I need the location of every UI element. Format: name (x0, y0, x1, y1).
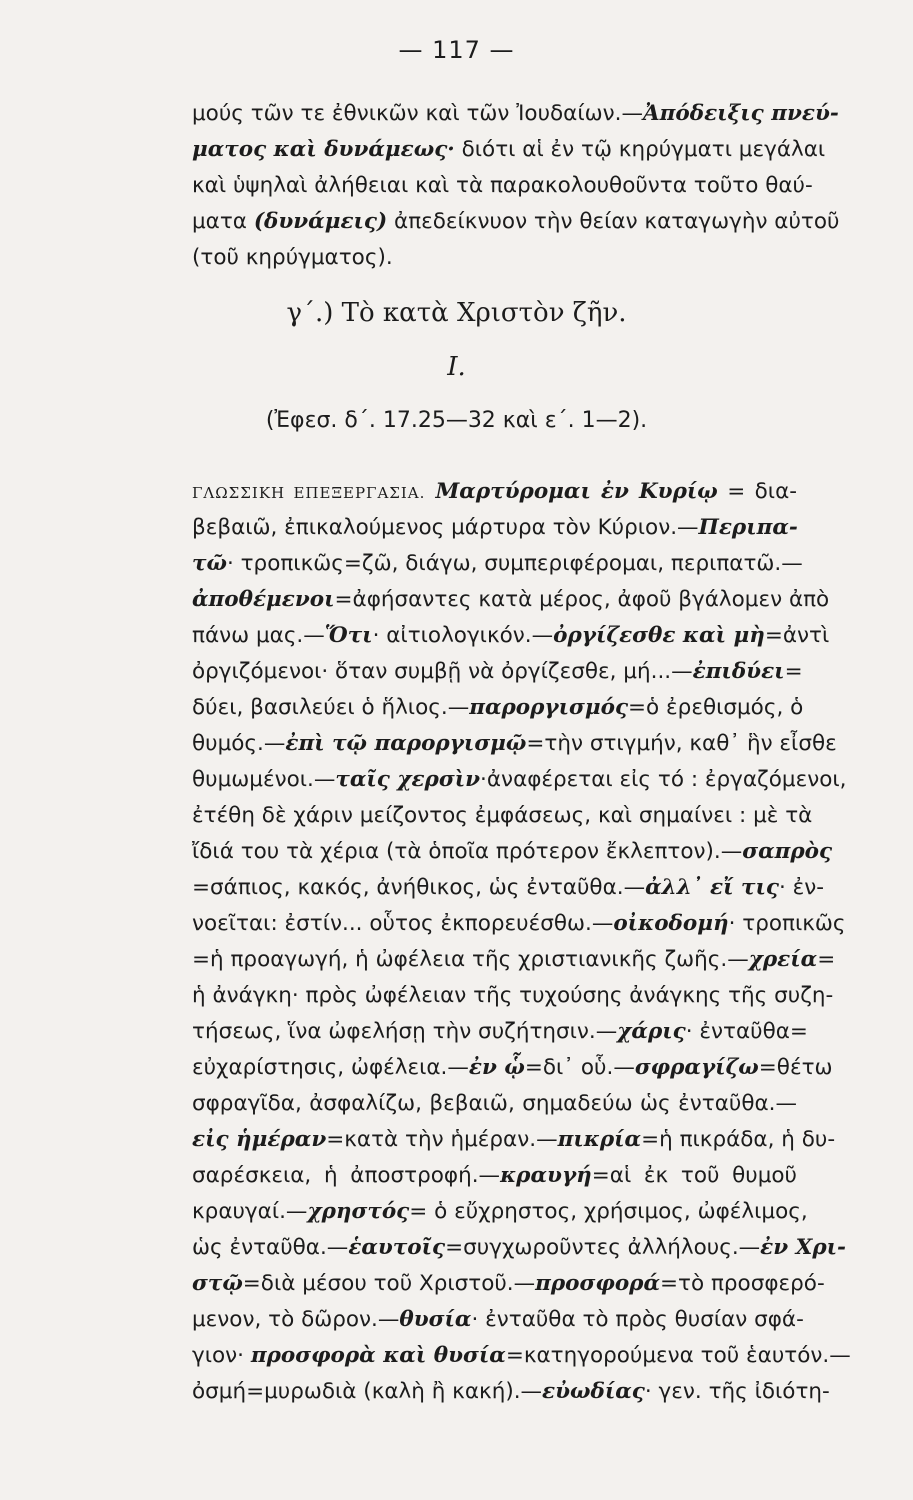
section-title: γ΄.) Τὸ κατὰ Χριστὸν ζῆν. (286, 298, 627, 328)
text-line: σαρέσκεια, ἡ ἀποστροφή.—κραυγή=αἱ ἐκ τοῦ θυμοῦ (192, 1163, 797, 1188)
text-line: σφραγῖδα, ἀσφαλίζω, βεβαιῶ, σημαδεύω ὡς ἐνταῦθα.— (192, 1091, 797, 1116)
text-line: πάνω μας.—Ὅτι· αἰτιολογικόν.—ὀργίζεσθε καὶ μὴ=ἀντὶ (192, 623, 830, 648)
text-line: (τοῦ κηρύγματος). (192, 245, 393, 270)
text-line: τῶ· τροπικῶς=ζῶ, διάγω, συμπεριφέρομαι, περιπατῶ.— (192, 551, 803, 576)
text-line: κραυγαί.—χρηστός= ὁ εὔχρηστος, χρήσιμος, ὠφέλιμος, (192, 1199, 808, 1224)
text-line: ἐτέθη δὲ χάριν μείζοντος ἐμφάσεως, καὶ σημαίνει : μὲ τὰ (192, 803, 813, 828)
text-line: =σάπιος, κακός, ἀνήθικος, ὡς ἐνταῦθα.—ἀλλ᾽ εἴ τις· ἐν- (192, 875, 825, 900)
text-line: μενον, τὸ δῶρον.—θυσία· ἐνταῦθα τὸ πρὸς θυσίαν σφά- (192, 1307, 804, 1332)
page-number: — 117 — (398, 36, 515, 64)
text-line: τήσεως, ἵνα ὠφελήσῃ τὴν συζήτησιν.—χάρις· ἐνταῦθα= (192, 1019, 808, 1044)
text-line: θυμωμένοι.—ταῖς χερσὶν·ἀναφέρεται εἰς τό : ἐργαζόμενοι, (192, 767, 847, 792)
section-reference: (Ἐφεσ. δ΄. 17.25—32 καὶ ε΄. 1—2). (265, 408, 648, 433)
text-line: ἀποθέμενοι=ἀφήσαντες κατὰ μέρος, ἀφοῦ βγάλομεν ἀπὸ (192, 587, 830, 612)
section-number: Ι. (447, 352, 466, 382)
text-line: εὐχαρίστησις, ὠφέλεια.—ἐν ᾧ=δι᾽ οὗ.—σφραγίζω=θέτω (192, 1055, 833, 1080)
text-line: νοεῖται: ἐστίν... οὗτος ἐκπορευέσθω.—οἰκοδομή· τροπικῶς (192, 911, 846, 936)
text-line: ἴδιά του τὰ χέρια (τὰ ὁποῖα πρότερον ἔκλεπτον).—σαπρὸς (192, 839, 833, 864)
text-line: γιον· προσφορὰ καὶ θυσία=κατηγορούμενα τοῦ ἑαυτόν.— (192, 1343, 851, 1368)
text-line: ματα (δυνάμεις) ἀπεδείκνυον τὴν θείαν καταγωγὴν αὐτοῦ (192, 209, 840, 234)
text-line: εἰς ἡμέραν=κατὰ τὴν ἡμέραν.—πικρία=ἡ πικράδα, ἡ δυ- (192, 1127, 836, 1152)
text-line: ΓΛΩΣΣΙΚΗ ΕΠΕΞΕΡΓΑΣΙΑ. Μαρτύρομαι ἐν Κυρίῳ = δια- (192, 479, 798, 504)
text-line: ἡ ἀνάγκη· πρὸς ὠφέλειαν τῆς τυχούσης ἀνάγκης τῆς συζη- (192, 983, 834, 1008)
text-line: ὡς ἐνταῦθα.—ἑαυτοῖς=συγχωροῦντες ἀλλήλους.—ἐν Χρι- (192, 1235, 846, 1260)
text-line: ὀργιζόμενοι· ὅταν συμβῇ νὰ ὀργίζεσθε, μή...—ἐπιδύει= (192, 659, 803, 684)
text-line: ὀσμή=μυρωδιὰ (καλὴ ἢ κακή).—εὐωδίας· γεν. τῆς ἰδιότη- (192, 1379, 830, 1404)
text-line: βεβαιῶ, ἐπικαλούμενος μάρτυρα τὸν Κύριον.—Περιπα- (192, 515, 798, 540)
text-line: στῷ=διὰ μέσου τοῦ Χριστοῦ.—προσφορά=τὸ προσφερό- (192, 1271, 825, 1296)
text-line: μούς τῶν τε ἐθνικῶν καὶ τῶν Ἰουδαίων.—Ἀπόδειξις πνεύ- (192, 101, 839, 126)
text-line: θυμός.—ἐπὶ τῷ παροργισμῷ=τὴν στιγμήν, καθ᾽ ἣν εἶσθε (192, 731, 837, 756)
text-line: =ἡ προαγωγή, ἡ ὠφέλεια τῆς χριστιανικῆς ζωῆς.—χρεία= (192, 947, 836, 972)
text-line: δύει, βασιλεύει ὁ ἥλιος.—παροργισμός=ὁ ἐρεθισμός, ὁ (192, 695, 804, 720)
text-line: καὶ ὑψηλαὶ ἀλήθειαι καὶ τὰ παρακολουθοῦντα τοῦτο θαύ- (192, 173, 813, 198)
text-line: ματος καὶ δυνάμεως· διότι αἱ ἐν τῷ κηρύγματι μεγάλαι (192, 137, 826, 162)
